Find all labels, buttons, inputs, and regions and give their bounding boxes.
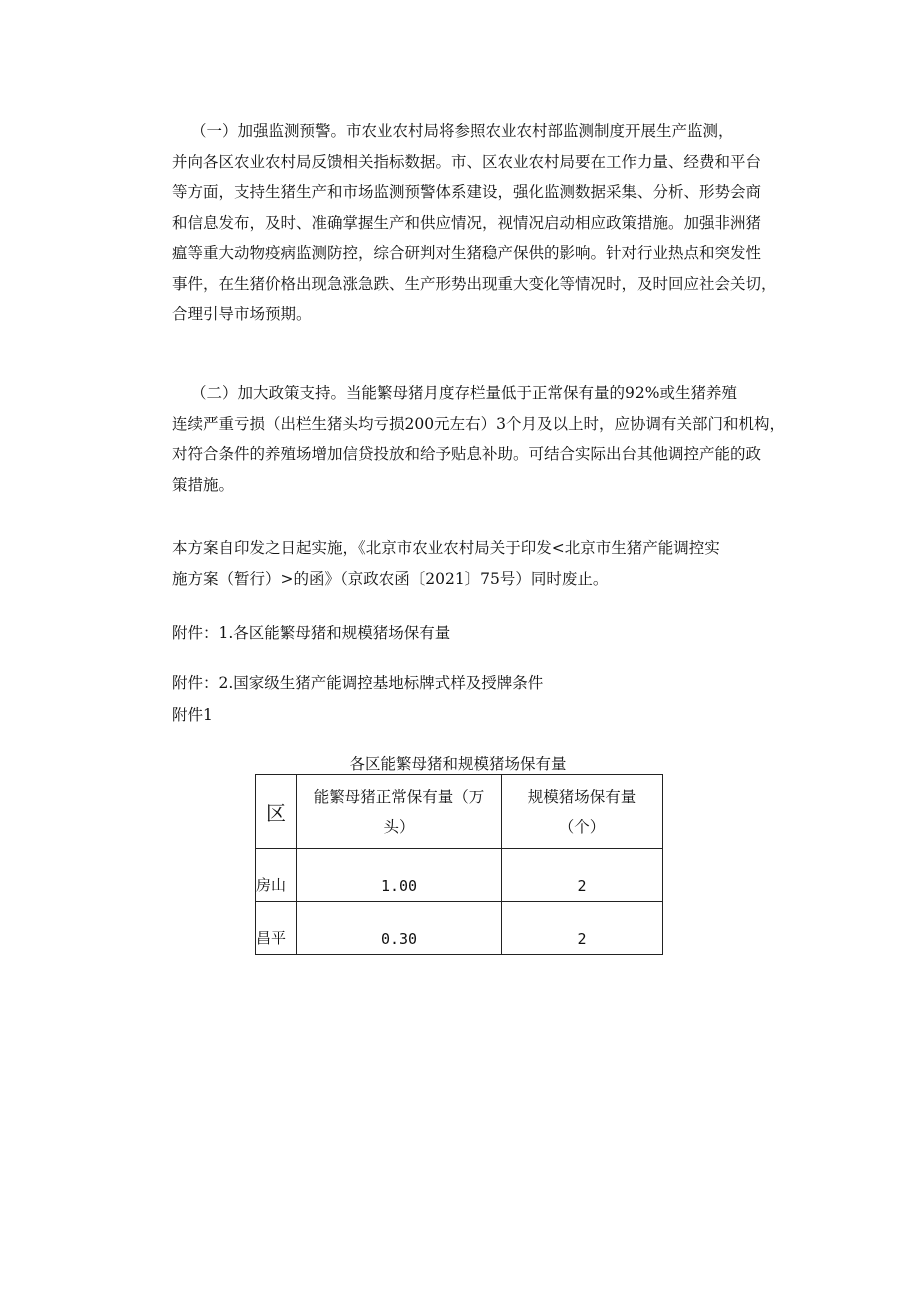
- header-sows-line2: 头）: [383, 817, 415, 836]
- paragraph-line: 合理引导市场预期。: [172, 305, 312, 323]
- cell-farms: 2: [502, 902, 663, 955]
- attachment-2-text: 附件：2.国家级生猪产能调控基地标牌式样及授牌条件: [172, 674, 544, 692]
- header-district: 区: [256, 775, 297, 849]
- header-sows: [297, 775, 502, 849]
- paragraph-line: 等方面，支持生猪生产和市场监测预警体系建设，强化监测数据采集、分析、形势会商: [172, 183, 762, 201]
- paragraph-line: （二）加大政策支持。当能繁母猪月度存栏量低于正常保有量的92%或生猪养殖: [191, 384, 737, 402]
- paragraph-monitoring: [172, 116, 782, 330]
- paragraph-line: 并向各区农业农村局反馈相关指标数据。市、区农业农村局要在工作力量、经费和平台: [172, 152, 762, 171]
- table-title: 各区能繁母猪和规模猪场保有量: [349, 755, 567, 773]
- paragraph-line: 和信息发布，及时、准确掌握生产和供应情况，视情况启动相应政策措施。加强非洲猪: [172, 213, 762, 232]
- attachment-2-line: [172, 668, 782, 699]
- header-farms-line1: 规模猪场保有量: [527, 787, 637, 806]
- cell-district: 房山: [256, 849, 297, 902]
- paragraph-effective-date: [172, 533, 782, 594]
- cell-sows: 1.00: [297, 849, 502, 902]
- header-sows-line1: 能繁母猪正常保有量（万: [313, 787, 485, 806]
- cell-district: 昌平: [256, 902, 297, 955]
- paragraph-line: 连续严重亏损（出栏生猪头均亏损200元左右）3个月及以上时，应协调有关部门和机构，: [172, 414, 785, 433]
- paragraph-policy-support: [172, 378, 785, 500]
- header-farms: [502, 775, 663, 849]
- paragraph-line: 瘟等重大动物疫病监测防控，综合研判对生猪稳产保供的影响。针对行业热点和突发性: [172, 244, 762, 262]
- paragraph-line: 事件，在生猪价格出现急涨急跌、生产形势出现重大变化等情况时，及时回应社会关切，: [172, 274, 777, 293]
- attachment-label: [172, 700, 782, 731]
- cell-sows: 0.30: [297, 902, 502, 955]
- paragraph-line: 本方案自印发之日起实施，《北京市农业农村局关于印发<北京市生猪产能调控实: [172, 539, 720, 557]
- paragraph-line: （一）加强监测预警。市农业农村局将参照农业农村部监测制度开展生产监测，: [191, 122, 734, 140]
- attachment-1-line: [172, 618, 782, 649]
- table-row: [256, 902, 663, 955]
- cell-farms: 2: [502, 849, 663, 902]
- paragraph-line: 策措施。: [172, 475, 235, 494]
- paragraph-line: 施方案（暂行）>的函》（京政农函〔2021〕75号）同时废止。: [172, 569, 609, 588]
- paragraph-line: 对符合条件的养殖场增加信贷投放和给予贴息补助。可结合实际出台其他调控产能的政: [172, 445, 762, 463]
- table-row: [256, 849, 663, 902]
- header-farms-line2: （个）: [558, 817, 606, 836]
- quota-table: [255, 774, 663, 955]
- attachment-1-text: 附件：1.各区能繁母猪和规模猪场保有量: [172, 624, 451, 642]
- attachment-label-text: 附件1: [172, 706, 213, 724]
- table-header-row: [256, 775, 663, 849]
